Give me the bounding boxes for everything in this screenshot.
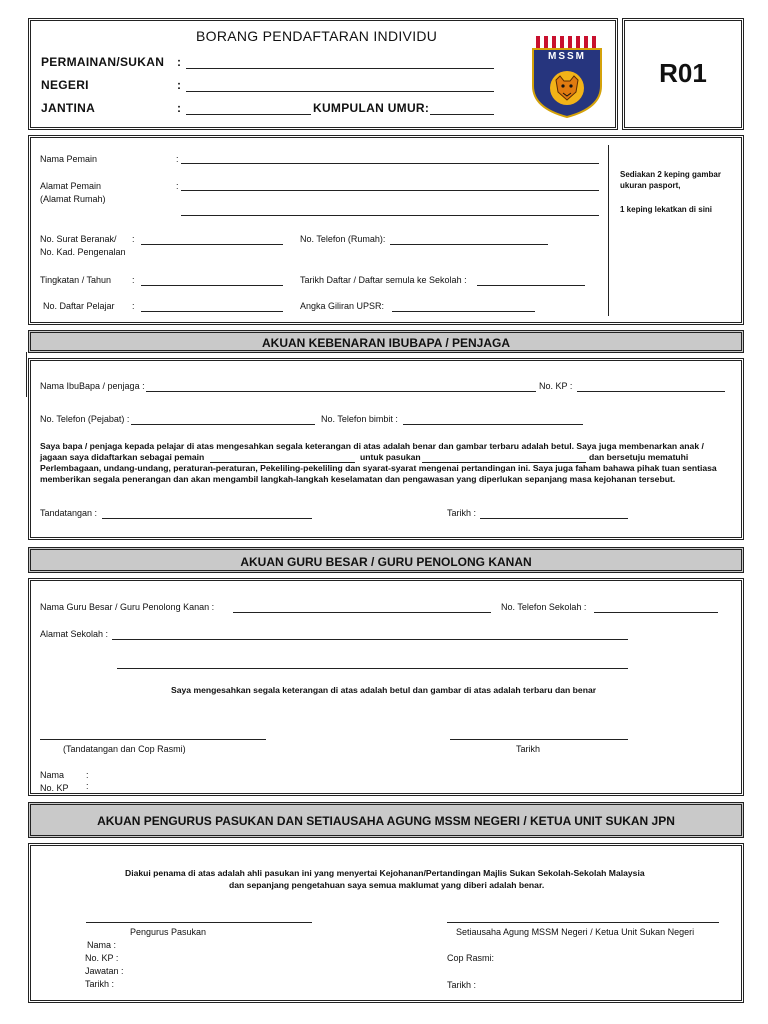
- tingkatan-label: Tingkatan / Tahun: [40, 275, 112, 285]
- tingkatan-input[interactable]: [141, 285, 283, 286]
- alamat-sekolah-label: Alamat Sekolah :: [40, 629, 109, 639]
- pengurus-nama-label: Nama :: [87, 940, 117, 950]
- surat-beranak-label: No. Surat Beranak/: [40, 234, 117, 244]
- tandatangan-ibubapa-label: Tandatangan :: [40, 508, 98, 518]
- pengurus-statement-2: dan sepanjang pengetahuan saya semua maklumat yang diberi adalah benar.: [229, 880, 545, 890]
- nama-ibubapa-input[interactable]: [146, 391, 536, 392]
- nama-ibubapa-label: Nama IbuBapa / penjaga :: [40, 381, 145, 391]
- tel-sekolah-input[interactable]: [594, 612, 718, 613]
- tarikh-daftar-input[interactable]: [477, 285, 585, 286]
- alamat-pemain-input-1[interactable]: [181, 190, 599, 191]
- guru-heading-bar: [28, 547, 744, 573]
- nokp-guru-sign-label: No. KP: [40, 784, 69, 792]
- tarikh-ibubapa-label: Tarikh :: [447, 508, 477, 518]
- photo-note-1: Sediakan 2 keping gambar: [620, 170, 721, 179]
- jantina-input[interactable]: [186, 114, 311, 115]
- pengurus-section: [28, 843, 744, 1003]
- photo-note-2: ukuran pasport,: [620, 181, 681, 190]
- kumpulan-umur-label: KUMPULAN UMUR:: [313, 101, 430, 115]
- pengurus-statement-1: Diakui penama di atas adalah ahli pasukan ini yang menyertai Kejohanan/Pertandingan Majlis Sukan Sekolah-Sekolah Malaysia: [125, 868, 645, 878]
- ibubapa-heading-bar: [28, 330, 744, 353]
- ibubapa-para-4: memberikan segala penerangan dan akan mengambil langkah-langkah keselamatan dan pengawasan yang diperlukan sepanjang masa kejohanan tersebut.: [40, 474, 676, 484]
- ibubapa-para-3: Perlembagaan, undang-undang, peraturan-peraturan, Pekeliling-pekeliling dan syarat-syarat mengenai pertandingan ini. Saya juga faham bahawa pihak tuan sentiasa: [40, 463, 717, 473]
- tandatangan-ibubapa-input[interactable]: [102, 518, 312, 519]
- tandatangan-guru-input[interactable]: [40, 739, 266, 740]
- pengurus-jawatan-label: Jawatan :: [85, 966, 124, 976]
- field-label-jantina: JANTINA: [41, 101, 96, 115]
- pengurus-tarikh-label: Tarikh :: [85, 979, 115, 989]
- nama-guru-label: Nama Guru Besar / Guru Penolong Kanan :: [40, 602, 215, 612]
- pengurus-signature-input[interactable]: [86, 922, 312, 923]
- no-daftar-input[interactable]: [141, 311, 283, 312]
- logo-text: MSSM: [548, 51, 586, 62]
- sukan-input[interactable]: [186, 68, 494, 69]
- tel-pejabat-label: No. Telefon (Pejabat) :: [40, 414, 130, 424]
- tarikh-guru-label: Tarikh: [516, 744, 541, 754]
- tel-pejabat-input[interactable]: [131, 424, 315, 425]
- kumpulan-umur-input[interactable]: [430, 114, 494, 115]
- setiausaha-label: Setiausaha Agung MSSM Negeri / Ketua Unit Sukan Negeri: [456, 927, 695, 937]
- negeri-input[interactable]: [186, 91, 494, 92]
- photo-note-3: 1 keping lekatkan di sini: [620, 205, 713, 214]
- angka-giliran-label: Angka Giliran UPSR:: [300, 301, 385, 311]
- alamat-pemain-input-2[interactable]: [181, 215, 599, 216]
- ibubapa-heading: AKUAN KEBENARAN IBUBAPA / PENJAGA: [261, 336, 510, 350]
- form-title: BORANG PENDAFTARAN INDIVIDU: [196, 28, 438, 44]
- ibubapa-para-1: Saya bapa / penjaga kepada pelajar di atas mengesahkan segala keterangan di atas adalah benar dan gambar terbaru adalah betul. Saya juga membenarkan anak /: [40, 441, 704, 451]
- guru-statement: Saya mengesahkan segala keterangan di atas adalah betul dan gambar di atas adalah terbaru dan benar: [171, 685, 597, 695]
- mssm-logo: [528, 36, 606, 118]
- tarikh-ibubapa-input[interactable]: [480, 518, 628, 519]
- ibubapa-para-2a: jagaan saya didaftarkan sebagai pemain: [40, 452, 205, 462]
- alamat-sekolah-input-1[interactable]: [112, 639, 628, 640]
- field-label-negeri: NEGERI: [41, 78, 89, 92]
- angka-giliran-input[interactable]: [392, 311, 535, 312]
- form-code: R01: [659, 58, 707, 88]
- tandatangan-guru-label: (Tandatangan dan Cop Rasmi): [63, 744, 186, 754]
- cop-rasmi-label: Cop Rasmi:: [447, 953, 495, 963]
- ibubapa-kp-input[interactable]: [577, 391, 725, 392]
- telefon-rumah-label: No. Telefon (Rumah):: [300, 234, 386, 244]
- pengurus-nokp-label: No. KP :: [85, 953, 119, 963]
- no-daftar-label: No. Daftar Pelajar: [43, 301, 115, 311]
- tarikh-daftar-label: Tarikh Daftar / Daftar semula ke Sekolah :: [300, 275, 467, 285]
- alamat-sekolah-input-2[interactable]: [117, 668, 628, 669]
- pengurus-heading: AKUAN PENGURUS PASUKAN DAN SETIAUSAHA AGUNG MSSM NEGERI / KETUA UNIT SUKAN JPN: [97, 814, 675, 828]
- ibubapa-kp-label: No. KP :: [539, 381, 573, 391]
- tarikh-guru-input[interactable]: [450, 739, 628, 740]
- pengurus-label: Pengurus Pasukan: [130, 927, 207, 937]
- nama-guru-sign-label: Nama: [40, 770, 65, 780]
- alamat-pemain-label: Alamat Pemain: [40, 181, 102, 191]
- margin-mark: [26, 352, 27, 397]
- nama-guru-input[interactable]: [233, 612, 491, 613]
- surat-beranak-input[interactable]: [141, 244, 283, 245]
- tel-bimbit-input[interactable]: [403, 424, 583, 425]
- field-label-sukan: PERMAINAN/SUKAN: [41, 55, 165, 69]
- telefon-rumah-input[interactable]: [390, 244, 548, 245]
- pengurus-heading-bar: [28, 802, 744, 838]
- tel-sekolah-label: No. Telefon Sekolah :: [501, 602, 587, 612]
- tel-bimbit-label: No. Telefon bimbit :: [321, 414, 398, 424]
- nama-pemain-input[interactable]: [181, 163, 599, 164]
- nama-pemain-label: Nama Pemain: [40, 154, 98, 164]
- setiausaha-tarikh-label: Tarikh :: [447, 980, 477, 990]
- setiausaha-signature-input[interactable]: [447, 922, 719, 923]
- guru-heading: AKUAN GURU BESAR / GURU PENOLONG KANAN: [240, 555, 532, 569]
